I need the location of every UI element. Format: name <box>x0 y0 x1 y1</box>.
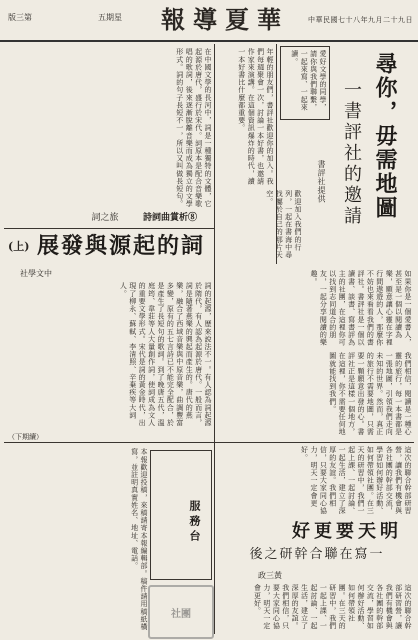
horizontal-divider-middle <box>4 442 414 443</box>
vertical-divider-main <box>214 44 215 634</box>
section-subtitle-ci-journey: 詞之旅 <box>91 213 119 223</box>
bookclub-body-1: 如果你是一個愛書人，甚至是一個以閱讀為樂，願意讓心靈在字裡行間遨遊的人，那麼你不妨也來看看我們的書評社。書評社是一個以讀書、談書、寫書評為主的社團，在這裡你可以找到志同道合的朋友，一起分享閱讀的樂趣。 <box>309 270 412 346</box>
service-desk-label: 服務台 <box>188 500 201 545</box>
youth-body: 年輕的朋友們，書評社歡迎你的加入。我們每週聚會一次，討論一本好書，也邀請作家來演講。在這個資訊爆炸的時代，讀一本好書比什麼都重要。 <box>237 48 274 185</box>
main-article-footnote: （下期續） <box>8 433 43 441</box>
headline-cadre-training: 一寫在聯合幹研之後 <box>249 547 385 562</box>
newspaper-title: 華夏導報 <box>161 5 289 34</box>
service-box <box>150 450 212 580</box>
main-article-author: 中文學社 <box>20 269 52 278</box>
author-huang: 黃三政 <box>258 571 282 580</box>
bookclub-body-2: 我們相信，閱讀是一種心靈的旅行，每一本書都是一張地圖，引領我們走向未知的世界。然而，真正的旅行不需要地圖，只需要一顆願意出發的心。書評社正是這樣一個地方，在這裡，你不需要任何地圖就能找到我們。 <box>328 352 412 436</box>
headline-bookclub-invite: 一書評社的邀請 <box>341 80 362 227</box>
main-article-part: (上) <box>8 240 30 253</box>
byline-bookclub: 書評社提供 <box>317 160 326 203</box>
masthead <box>0 0 418 42</box>
library-stamp: 社團 <box>148 585 214 639</box>
page-number: 第三版 <box>8 13 32 22</box>
weekday: 星期五 <box>98 13 122 22</box>
contribution-body: 本報歡迎投稿，來稿請寄本報編輯部。稿件請用稿紙橫寫，並註明真實姓名、地址、電話。 <box>130 448 148 631</box>
section-label-poetry: 詩詞曲賞析⑧ <box>142 213 197 223</box>
friendship-body-top: 這次的聯合幹部研習營，讓我們有機會與各社團的幹部交流，學習如何辦好活動、如何帶領社團。在三天的研習中，我們一起上課、一起討論、一起生活，建立了深厚的友誼。我們相信，只要大家同心協力，明天一定會更好。 <box>300 446 412 515</box>
bookclub-body-3: 歡迎加入我們的行列，一起在書海中尋找屬於自己的那片天空。 <box>265 190 302 259</box>
main-article-title: 詞的起源與發展 <box>36 233 205 259</box>
main-article-body: 詞的起源，歷來說法不一。有人認為詞起源於隋代，有人認為起源於唐代。一般而言，詞是隨著燕樂的興起而產生的。唐代的燕樂，融合了西域音樂與中原音樂，曲調豐富多變，原有的五七言詩已不能完全配合，於是產生了長短句的歌詞。到了晚唐五代，溫庭筠、韋莊等人大量創作詞，使詞成為文人的重要文學形式。宋代是詞的黃金時代，出現了柳永、蘇軾、李清照、辛棄疾等大詞人。 <box>119 282 212 427</box>
intro-text: 愛好文學的同學，請你與我們聯繫，一起來寫、一起來讀。 <box>290 50 327 111</box>
headline-tomorrow-better: 明天要更好 <box>292 521 402 542</box>
headline-search-you: 尋你，毋需地圖 <box>372 52 398 220</box>
friendship-body-bottom: 這次的聯合幹部研習營，讓我們有機會與各社團的幹部交流，學習如何辦好活動、如何帶領社團。在三天的研習中，我們一起上課、一起討論、一起生活，建立了深厚的友誼。我們相信，只要大家同心協力，明天一定會更好。 <box>253 584 412 630</box>
horizontal-divider-left <box>4 228 214 229</box>
poetry-body: 在中國文學的長河中，詞是一種獨特的文體，它起源於唐代，盛行於宋代。詞原本是配合音樂歌唱的歌詞，後來逐漸脫離音樂而成為獨立的文學形式。詞的句子長短不一，所以又叫做長短句。 <box>175 48 212 208</box>
issue-date: 中華民國七十八年九月二十九日 <box>308 16 413 24</box>
